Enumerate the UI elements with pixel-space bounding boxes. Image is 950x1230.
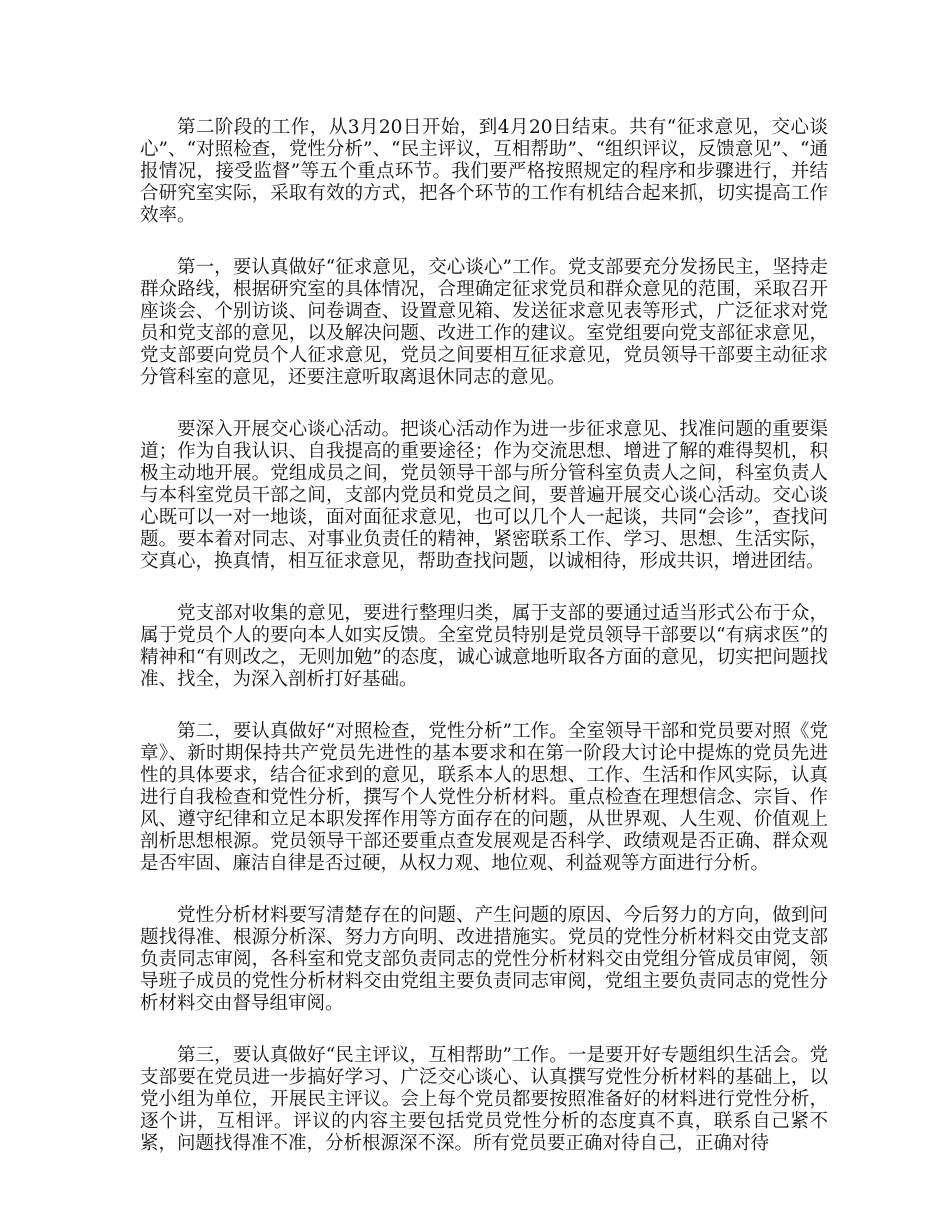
paragraph-heart-to-heart-talks: 要深入开展交心谈心活动。把谈心活动作为进一步征求意见、找准问题的重要渠道；作为自我认识、自我提高的重要途径；作为交流思想、增进了解的难得契机，积极主动地开展。党组成员之间，党员领导干部与所分管科室负责人之间，科室负责人与本科室党员干部之间，支部内党员和党员之间，要普遍开展交心谈心活动。交心谈心既可以一对一地谈，面对面征求意见，也可以几个人一起谈，共同“会诊”，查找问题。要本着对同志、对事业负责任的精神，紧密联系工作、学习、思想、生活实际，交真心，换真情，相互征求意见，帮助查找问题，以诚相待，形成共识，增进团结。: [140, 419, 828, 572]
paragraph-feedback-sorting: 党支部对收集的意见，要进行整理归类，属于支部的要通过适当形式公布于众，属于党员个人的要向本人如实反馈。全室党员特别是党员领导干部要以“有病求医”的精神和“有则改之，无则加勉”的态度，诚心诚意地听取各方面的意见，切实把问题找准、找全，为深入剖析打好基础。: [140, 603, 828, 690]
paragraph-solicit-opinions: 第一，要认真做好“征求意见，交心谈心”工作。党支部要充分发扬民主，坚持走群众路线，根据研究室的具体情况，合理确定征求党员和群众意见的范围，采取召开座谈会、个别访谈、问卷调查、设置意见箱、发送征求意见表等形式，广泛征求对党员和党支部的意见，以及解决问题、改进工作的建议。室党组要向党支部征求意见，党支部要向党员个人征求意见，党员之间要相互征求意见，党员领导干部要主动征求分管科室的意见，还要注意听取离退休同志的意见。: [140, 257, 828, 388]
paragraph-democratic-evaluation: 第三，要认真做好“民主评议，互相帮助”工作。一是要开好专题组织生活会。党支部要在党员进一步搞好学习、广泛交心谈心、认真撰写党性分析材料的基础上，以党小组为单位，开展民主评议。会上每个党员都要按照准备好的材料进行党性分析，逐个讲，互相评。评议的内容主要包括党员党性分析的态度真不真，联系自己紧不紧，问题找得准不准，分析根源深不深。所有党员要正确对待自己，正确对待: [140, 1045, 828, 1154]
document-body: [140, 117, 828, 1185]
paragraph-stage-two-intro: 第二阶段的工作，从3月20日开始，到4月20日结束。共有“征求意见，交心谈心”、“对照检查，党性分析”、“民主评议，互相帮助”、“组织评议，反馈意见”、“通报情况，接受监督”等五个重点环节。我们要严格按照规定的程序和步骤进行，并结合研究室实际，采取有效的方式，把各个环节的工作有机结合起来抓，切实提高工作效率。: [140, 117, 828, 226]
paragraph-analysis-materials: 党性分析材料要写清楚存在的问题、产生问题的原因、今后努力的方向，做到问题找得准、根源分析深、努力方向明、改进措施实。党员的党性分析材料交由党支部负责同志审阅，各科室和党支部负责同志的党性分析材料交由党组分管成员审阅，领导班子成员的党性分析材料交由党组主要负责同志审阅，党组主要负责同志的党性分析材料交由督导组审阅。: [140, 905, 828, 1014]
paragraph-self-examination: 第二，要认真做好“对照检查，党性分析”工作。全室领导干部和党员要对照《党章》、新时期保持共产党员先进性的基本要求和在第一阶段大讨论中提炼的党员先进性的具体要求，结合征求到的意见，联系本人的思想、工作、生活和作风实际，认真进行自我检查和党性分析，撰写个人党性分析材料。重点检查在理想信念、宗旨、作风、遵守纪律和立足本职发挥作用等方面存在的问题，从世界观、人生观、价值观上剖析思想根源。党员领导干部还要重点查发展观是否科学、政绩观是否正确、群众观是否牢固、廉洁自律是否过硬，从权力观、地位观、利益观等方面进行分析。: [140, 721, 828, 874]
